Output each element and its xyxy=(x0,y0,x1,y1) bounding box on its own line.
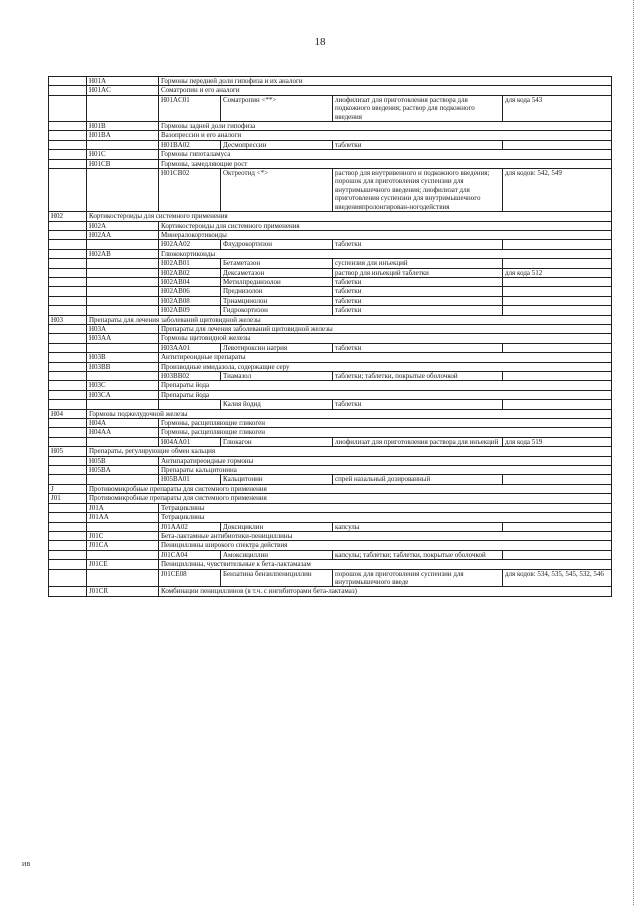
table-row xyxy=(49,334,612,343)
atc-code-cell xyxy=(49,362,87,371)
atc-code-cell xyxy=(49,381,87,390)
atc-subgroup-cell xyxy=(87,343,159,352)
table-row xyxy=(49,475,612,484)
table-row xyxy=(49,400,612,409)
drug-code-cell: H02AB04 xyxy=(159,277,221,286)
atc-code-cell xyxy=(49,122,87,131)
drug-code-cell: Препараты йода xyxy=(159,381,612,390)
atc-subgroup-cell xyxy=(87,437,159,446)
table-row xyxy=(49,372,612,381)
dosage-form-cell: порошок для приготовления суспензии для внутримышечного введе xyxy=(333,569,503,587)
atc-code-cell xyxy=(49,513,87,522)
table-row xyxy=(49,362,612,371)
table-row xyxy=(49,381,612,390)
atc-subgroup-cell: H01CB xyxy=(87,159,159,168)
drug-name-cell: Калия йодид xyxy=(221,400,333,409)
atc-subgroup-cell: H03C xyxy=(87,381,159,390)
atc-code-cell xyxy=(49,522,87,531)
drug-code-cell: Тетрациклины xyxy=(159,513,612,522)
atc-code-cell xyxy=(49,306,87,315)
atc-subgroup-cell: H05BA xyxy=(87,466,159,475)
atc-subgroup-cell: J01AA xyxy=(87,513,159,522)
drug-code-cell xyxy=(159,400,221,409)
drug-code-cell: Антипаратиреоидные гормоны xyxy=(159,456,612,465)
atc-subgroup-cell: H01C xyxy=(87,150,159,159)
note-cell: для кодов: 534, 535, 545, 532, 546 xyxy=(503,569,612,587)
drug-code-cell: J01CE08 xyxy=(159,569,221,587)
table-row xyxy=(49,550,612,559)
note-cell: для кода 543 xyxy=(503,95,612,121)
atc-code-cell xyxy=(49,334,87,343)
atc-subgroup-cell: J01A xyxy=(87,503,159,512)
dosage-form-cell: таблетки xyxy=(333,140,503,149)
atc-subgroup-cell: Препараты, регулирующие обмен кальция xyxy=(87,447,612,456)
atc-subgroup-cell: Гормоны поджелудочной железы xyxy=(87,409,612,418)
note-cell xyxy=(503,550,612,559)
dosage-form-cell: таблетки xyxy=(333,287,503,296)
table-row xyxy=(49,466,612,475)
table-row xyxy=(49,437,612,446)
drug-code-cell: Глюкокортикоиды xyxy=(159,249,612,258)
drug-name-cell: Бетаметазон xyxy=(221,259,333,268)
dosage-form-cell: суспензия для инъекций xyxy=(333,259,503,268)
atc-subgroup-cell xyxy=(87,169,159,212)
dosage-form-cell: спрей назальный дозированный xyxy=(333,475,503,484)
atc-code-cell xyxy=(49,353,87,362)
atc-code-cell xyxy=(49,150,87,159)
atc-code-cell xyxy=(49,230,87,239)
table-row xyxy=(49,324,612,333)
atc-code-cell xyxy=(49,277,87,286)
atc-subgroup-cell xyxy=(87,550,159,559)
atc-code-cell xyxy=(49,541,87,550)
atc-code-cell xyxy=(49,131,87,140)
atc-subgroup-cell: H04AA xyxy=(87,428,159,437)
atc-subgroup-cell: H01AC xyxy=(87,86,159,95)
note-cell xyxy=(503,277,612,286)
atc-code-cell xyxy=(49,456,87,465)
drug-code-cell: H02AB06 xyxy=(159,287,221,296)
table-row xyxy=(49,513,612,522)
atc-code-cell xyxy=(49,159,87,168)
table-row xyxy=(49,277,612,286)
table-row xyxy=(49,484,612,493)
dosage-form-cell: таблетки xyxy=(333,343,503,352)
note-cell xyxy=(503,522,612,531)
drug-code-cell: Гормоны передней доли гипофиза и их аналоги xyxy=(159,77,612,86)
medication-table xyxy=(48,76,612,597)
drug-name-cell: Триамцинолон xyxy=(221,296,333,305)
table-row xyxy=(49,131,612,140)
footer-mark: ИВ xyxy=(22,862,31,868)
drug-name-cell: Метилпреднизолон xyxy=(221,277,333,286)
atc-subgroup-cell: H03A xyxy=(87,324,159,333)
drug-code-cell: Пенициллины, чувствительные к бета-лактамазам xyxy=(159,560,612,569)
atc-subgroup-cell: H01B xyxy=(87,122,159,131)
note-cell xyxy=(503,400,612,409)
table-row xyxy=(49,419,612,428)
drug-name-cell: Десмопрессин xyxy=(221,140,333,149)
atc-code-cell xyxy=(49,390,87,399)
atc-code-cell xyxy=(49,419,87,428)
note-cell xyxy=(503,372,612,381)
table-row xyxy=(49,541,612,550)
table-row xyxy=(49,306,612,315)
page-number: 18 xyxy=(314,36,326,48)
drug-name-cell: Кальцитонин xyxy=(221,475,333,484)
note-cell: для кода 512 xyxy=(503,268,612,277)
table-row xyxy=(49,140,612,149)
drug-name-cell: Доксициклин xyxy=(221,522,333,531)
table-row xyxy=(49,240,612,249)
table-row xyxy=(49,587,612,596)
atc-code-cell xyxy=(49,240,87,249)
atc-subgroup-cell: H02AB xyxy=(87,249,159,258)
drug-name-cell: Соматропин <**> xyxy=(221,95,333,121)
atc-code-cell xyxy=(49,287,87,296)
atc-code-cell: H05 xyxy=(49,447,87,456)
table-row xyxy=(49,428,612,437)
drug-name-cell: Бензатина бензилпенициллин xyxy=(221,569,333,587)
table-row xyxy=(49,503,612,512)
drug-code-cell: Минералокортикоиды xyxy=(159,230,612,239)
atc-code-cell xyxy=(49,343,87,352)
drug-code-cell: Тетрациклины xyxy=(159,503,612,512)
table-row xyxy=(49,287,612,296)
atc-subgroup-cell xyxy=(87,400,159,409)
drug-name-cell: Тиамазол xyxy=(221,372,333,381)
table-row xyxy=(49,221,612,230)
drug-code-cell: H03AA01 xyxy=(159,343,221,352)
drug-name-cell: Флудрокортизон xyxy=(221,240,333,249)
atc-subgroup-cell xyxy=(87,140,159,149)
dosage-form-cell: капсулы; таблетки; таблетки, покрытые оболочкой xyxy=(333,550,503,559)
atc-code-cell xyxy=(49,296,87,305)
atc-code-cell xyxy=(49,503,87,512)
atc-code-cell xyxy=(49,569,87,587)
table-row xyxy=(49,353,612,362)
atc-subgroup-cell xyxy=(87,287,159,296)
atc-subgroup-cell: J01C xyxy=(87,531,159,540)
drug-code-cell: J01CA04 xyxy=(159,550,221,559)
atc-subgroup-cell: Противомикробные препараты для системного применения xyxy=(87,484,612,493)
atc-code-cell: J xyxy=(49,484,87,493)
drug-name-cell: Левотироксин натрия xyxy=(221,343,333,352)
atc-code-cell: H04 xyxy=(49,409,87,418)
dosage-form-cell: капсулы xyxy=(333,522,503,531)
drug-name-cell: Глюкагон xyxy=(221,437,333,446)
drug-code-cell: Вазопрессин и его аналоги xyxy=(159,131,612,140)
atc-code-cell xyxy=(49,437,87,446)
atc-subgroup-cell xyxy=(87,277,159,286)
atc-subgroup-cell: H03CA xyxy=(87,390,159,399)
atc-code-cell: H02 xyxy=(49,212,87,221)
drug-name-cell: Преднизолон xyxy=(221,287,333,296)
drug-name-cell: Дексаметазон xyxy=(221,268,333,277)
table-row xyxy=(49,390,612,399)
dosage-form-cell: таблетки xyxy=(333,306,503,315)
atc-subgroup-cell: H05B xyxy=(87,456,159,465)
atc-code-cell xyxy=(49,550,87,559)
atc-code-cell xyxy=(49,169,87,212)
atc-subgroup-cell: H03B xyxy=(87,353,159,362)
drug-code-cell: Производные имидазола, содержащие серу xyxy=(159,362,612,371)
atc-code-cell xyxy=(49,221,87,230)
atc-code-cell xyxy=(49,587,87,596)
table-row xyxy=(49,494,612,503)
note-cell xyxy=(503,343,612,352)
drug-code-cell: Кортикостероиды для системного применения xyxy=(159,221,612,230)
atc-subgroup-cell xyxy=(87,372,159,381)
atc-code-cell xyxy=(49,400,87,409)
atc-code-cell xyxy=(49,77,87,86)
table-row xyxy=(49,86,612,95)
atc-code-cell xyxy=(49,259,87,268)
table-row xyxy=(49,259,612,268)
drug-code-cell: Гормоны, расщепляющие гликоген xyxy=(159,419,612,428)
drug-code-cell: Соматропин и его аналоги xyxy=(159,86,612,95)
drug-code-cell: H02AB01 xyxy=(159,259,221,268)
atc-code-cell xyxy=(49,531,87,540)
table-body xyxy=(49,77,612,597)
note-cell: для кодов: 542, 549 xyxy=(503,169,612,212)
atc-code-cell xyxy=(49,428,87,437)
atc-subgroup-cell xyxy=(87,240,159,249)
table-row xyxy=(49,249,612,258)
table-row xyxy=(49,315,612,324)
table-row xyxy=(49,212,612,221)
dosage-form-cell: таблетки xyxy=(333,400,503,409)
atc-code-cell xyxy=(49,140,87,149)
table-row xyxy=(49,77,612,86)
atc-subgroup-cell: J01CE xyxy=(87,560,159,569)
atc-subgroup-cell xyxy=(87,95,159,121)
atc-code-cell xyxy=(49,372,87,381)
drug-code-cell: Препараты кальцитонина xyxy=(159,466,612,475)
drug-code-cell: Бета-лактамные антибиотики-пенициллины xyxy=(159,531,612,540)
note-cell xyxy=(503,296,612,305)
table-row xyxy=(49,95,612,121)
drug-name-cell: Гидрокортизон xyxy=(221,306,333,315)
atc-code-cell xyxy=(49,86,87,95)
table-row xyxy=(49,159,612,168)
note-cell xyxy=(503,140,612,149)
drug-code-cell: Гормоны гипоталамуса xyxy=(159,150,612,159)
dosage-form-cell: таблетки xyxy=(333,296,503,305)
note-cell xyxy=(503,475,612,484)
atc-subgroup-cell xyxy=(87,522,159,531)
drug-name-cell: Октреотид <*> xyxy=(221,169,333,212)
scan-edge-line xyxy=(632,0,634,905)
atc-code-cell: J01 xyxy=(49,494,87,503)
dosage-form-cell: раствор для внутривенного и подкожного введения; порошок для приготовления суспензии для внутримышечного введения; лиофилизат для приготовления суспензии для внутримышечного введенияпролонгирован-ногодействия xyxy=(333,169,503,212)
table-row xyxy=(49,150,612,159)
table-row xyxy=(49,296,612,305)
atc-code-cell xyxy=(49,249,87,258)
atc-subgroup-cell xyxy=(87,259,159,268)
drug-code-cell: H04AA01 xyxy=(159,437,221,446)
atc-subgroup-cell: H03BB xyxy=(87,362,159,371)
table-row xyxy=(49,409,612,418)
drug-code-cell: J01AA02 xyxy=(159,522,221,531)
atc-subgroup-cell: H01BA xyxy=(87,131,159,140)
atc-subgroup-cell: J01CA xyxy=(87,541,159,550)
atc-subgroup-cell: H01A xyxy=(87,77,159,86)
drug-code-cell: H03BB02 xyxy=(159,372,221,381)
atc-code-cell xyxy=(49,95,87,121)
drug-code-cell: Антитиреоидные препараты xyxy=(159,353,612,362)
atc-subgroup-cell: H02AA xyxy=(87,230,159,239)
drug-code-cell: Препараты для лечения заболеваний щитовидной железы xyxy=(159,324,612,333)
note-cell xyxy=(503,259,612,268)
atc-subgroup-cell: H02A xyxy=(87,221,159,230)
atc-subgroup-cell xyxy=(87,306,159,315)
atc-subgroup-cell: Препараты для лечения заболеваний щитовидной железы xyxy=(87,315,612,324)
drug-code-cell: H01BA02 xyxy=(159,140,221,149)
drug-code-cell: H05BA01 xyxy=(159,475,221,484)
drug-code-cell: Гормоны, замедляющие рост xyxy=(159,159,612,168)
drug-code-cell: H02AB09 xyxy=(159,306,221,315)
atc-code-cell: H03 xyxy=(49,315,87,324)
atc-subgroup-cell xyxy=(87,268,159,277)
table-row xyxy=(49,268,612,277)
atc-code-cell xyxy=(49,466,87,475)
dosage-form-cell: таблетки xyxy=(333,240,503,249)
atc-code-cell xyxy=(49,560,87,569)
table-row xyxy=(49,456,612,465)
atc-subgroup-cell: Противомикробные препараты для системного применения xyxy=(87,494,612,503)
note-cell: для кода 519 xyxy=(503,437,612,446)
atc-subgroup-cell: J01CR xyxy=(87,587,159,596)
drug-code-cell: Пенициллины широкого спектра действия xyxy=(159,541,612,550)
atc-code-cell xyxy=(49,475,87,484)
drug-code-cell: H01AC01 xyxy=(159,95,221,121)
drug-code-cell: Гормоны щитовидной железы xyxy=(159,334,612,343)
drug-code-cell: H02AB08 xyxy=(159,296,221,305)
table-row xyxy=(49,447,612,456)
note-cell xyxy=(503,287,612,296)
atc-subgroup-cell xyxy=(87,296,159,305)
table-row xyxy=(49,569,612,587)
atc-subgroup-cell: Кортикостероиды для системного применения xyxy=(87,212,612,221)
dosage-form-cell: таблетки xyxy=(333,277,503,286)
drug-code-cell: Гормоны, расщепляющие гликоген xyxy=(159,428,612,437)
dosage-form-cell: раствор для инъекций таблетки xyxy=(333,268,503,277)
atc-subgroup-cell xyxy=(87,475,159,484)
dosage-form-cell: лиофилизат для приготовления раствора для инъекций xyxy=(333,437,503,446)
atc-subgroup-cell xyxy=(87,569,159,587)
note-cell xyxy=(503,306,612,315)
table-row xyxy=(49,169,612,212)
table-row xyxy=(49,343,612,352)
atc-subgroup-cell: H04A xyxy=(87,419,159,428)
atc-code-cell xyxy=(49,268,87,277)
dosage-form-cell: таблетки; таблетки, покрытые оболочкой xyxy=(333,372,503,381)
table-row xyxy=(49,522,612,531)
drug-code-cell: Гормоны задней доли гипофиза xyxy=(159,122,612,131)
drug-code-cell: H02AA02 xyxy=(159,240,221,249)
dosage-form-cell: лиофилизат для приготовления раствора для подкожного введения; раствор для подкожного введения xyxy=(333,95,503,121)
atc-code-cell xyxy=(49,324,87,333)
drug-code-cell: H02AB02 xyxy=(159,268,221,277)
drug-code-cell: Препараты йода xyxy=(159,390,612,399)
table-row xyxy=(49,560,612,569)
table-row xyxy=(49,531,612,540)
table-row xyxy=(49,122,612,131)
drug-code-cell: Комбинации пенициллинов (в т.ч. с ингибиторами бета-лактамаз) xyxy=(159,587,612,596)
drug-name-cell: Амоксициллин xyxy=(221,550,333,559)
table-row xyxy=(49,230,612,239)
drug-code-cell: H01CB02 xyxy=(159,169,221,212)
note-cell xyxy=(503,240,612,249)
atc-subgroup-cell: H03AA xyxy=(87,334,159,343)
